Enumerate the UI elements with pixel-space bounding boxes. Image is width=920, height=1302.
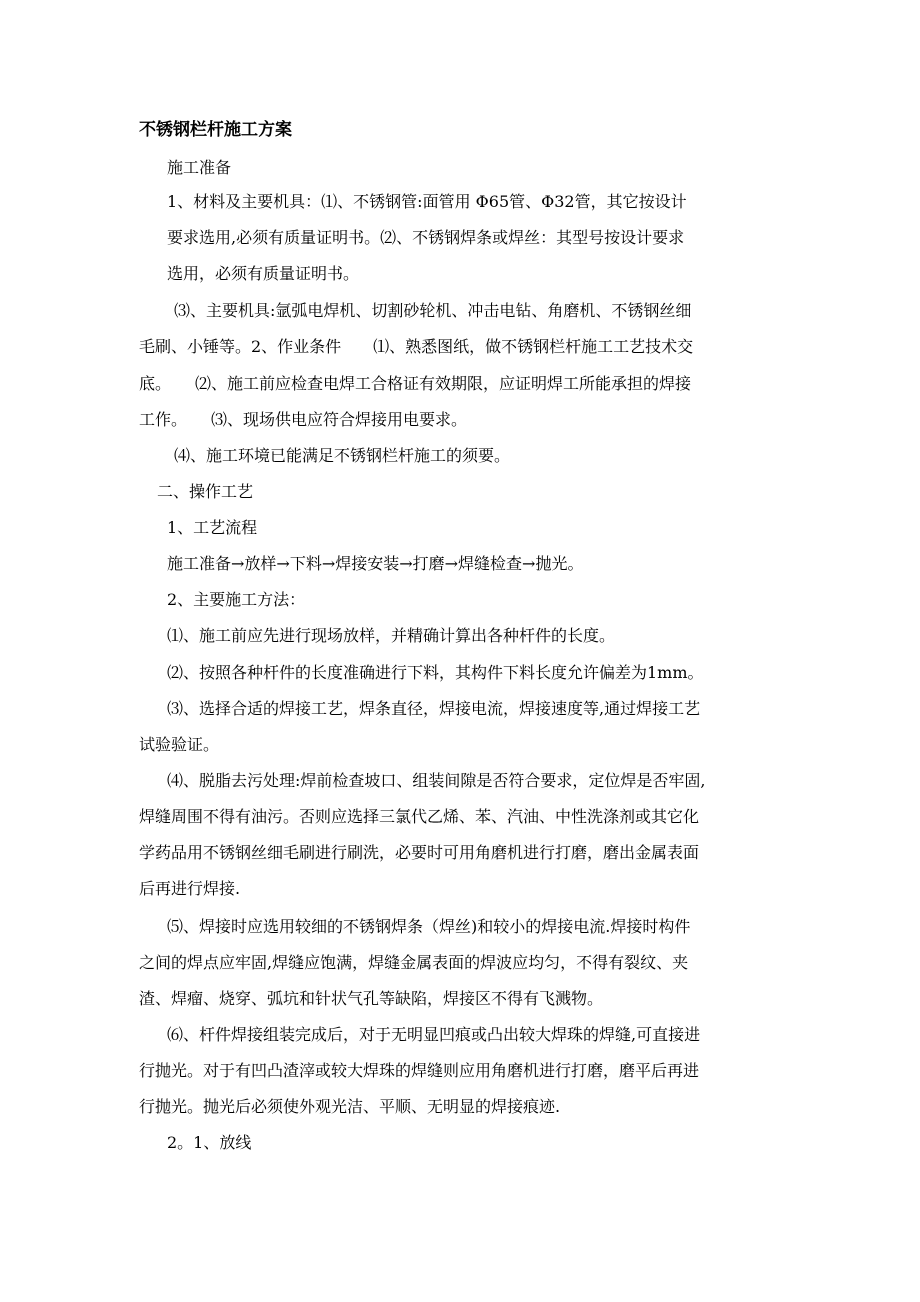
paragraph-line: ⑶、选择合适的焊接工艺，焊条直径，焊接电流，焊接速度等,通过焊接工艺 — [167, 699, 701, 718]
paragraph-line: ⑸、焊接时应选用较细的不锈钢焊条（焊丝)和较小的焊接电流.焊接时构件 — [167, 917, 691, 936]
paragraph-line: 学药品用不锈钢丝细毛刷进行刷洗，必要时可用角磨机进行打磨，磨出金属表面 — [139, 843, 700, 862]
paragraph-line: 后再进行焊接. — [139, 879, 241, 898]
paragraph-line: 1、工艺流程 — [167, 518, 258, 537]
paragraph-line: 施工准备→放样→下料→焊接安装→打磨→焊缝检查→抛光。 — [167, 554, 584, 573]
paragraph-line: ⑵、按照各种杆件的长度准确进行下料，其构件下料长度允许偏差为1mm。 — [167, 663, 704, 682]
paragraph-line: ⑹、杆件焊接组装完成后，对于无明显凹痕或凸出较大焊珠的焊缝,可直接进 — [167, 1025, 701, 1044]
paragraph-line: ⑴、施工前应先进行现场放样，并精确计算出各种杆件的长度。 — [167, 626, 616, 645]
paragraph-line: 毛刷、小锤等。2、作业条件 ⑴、熟悉图纸，做不锈钢栏杆施工工艺技术交 — [139, 337, 694, 356]
paragraph-line: 行抛光。抛光后必须使外观光洁、平顺、无明显的焊接痕迹. — [139, 1097, 561, 1116]
paragraph-line: 要求选用,必须有质量证明书。⑵、不锈钢焊条或焊丝：其型号按设计要求 — [167, 228, 685, 247]
paragraph-line: 施工准备 — [167, 158, 232, 177]
document-title: 不锈钢栏杆施工方案 — [139, 120, 292, 140]
section-heading: 2。1、放线 — [167, 1133, 252, 1152]
paragraph-line: 之间的焊点应牢固,焊缝应饱满，焊缝金属表面的焊波应均匀，不得有裂纹、夹 — [139, 953, 689, 972]
paragraph-line: 渣、焊瘤、烧穿、弧坑和针状气孔等缺陷，焊接区不得有飞溅物。 — [139, 989, 604, 1008]
paragraph-line: 1、材料及主要机具：⑴、不锈钢管:面管用 Φ65管、Φ32管，其它按设计 — [167, 192, 687, 211]
paragraph-line: ⑷、脱脂去污处理:焊前检查坡口、组装间隙是否符合要求，定位焊是否牢固, — [167, 771, 706, 790]
section-heading: 二、操作工艺 — [157, 482, 254, 501]
paragraph-line: 2、主要施工方法： — [167, 590, 306, 609]
paragraph-line: 选用，必须有质量证明书。 — [167, 264, 360, 283]
paragraph-line: 行抛光。对于有凹凸渣滓或较大焊珠的焊缝则应用角磨机进行打磨，磨平后再进 — [139, 1061, 700, 1080]
paragraph-line: 试验验证。 — [139, 735, 220, 754]
paragraph-line: ⑷、施工环境已能满足不锈钢栏杆施工的须要。 — [174, 446, 511, 465]
paragraph-line: 焊缝周围不得有油污。否则应选择三氯代乙烯、苯、汽油、中性洗涤剂或其它化 — [139, 807, 700, 826]
paragraph-line: 底。 ⑵、施工前应检查电焊工合格证有效期限，应证明焊工所能承担的焊接 — [139, 374, 692, 393]
paragraph-line: ⑶、主要机具:氩弧电焊机、切割砂轮机、冲击电钻、角磨机、不锈钢丝细 — [174, 301, 692, 320]
paragraph-line: 工作。 ⑶、现场供电应符合焊接用电要求。 — [139, 410, 468, 429]
